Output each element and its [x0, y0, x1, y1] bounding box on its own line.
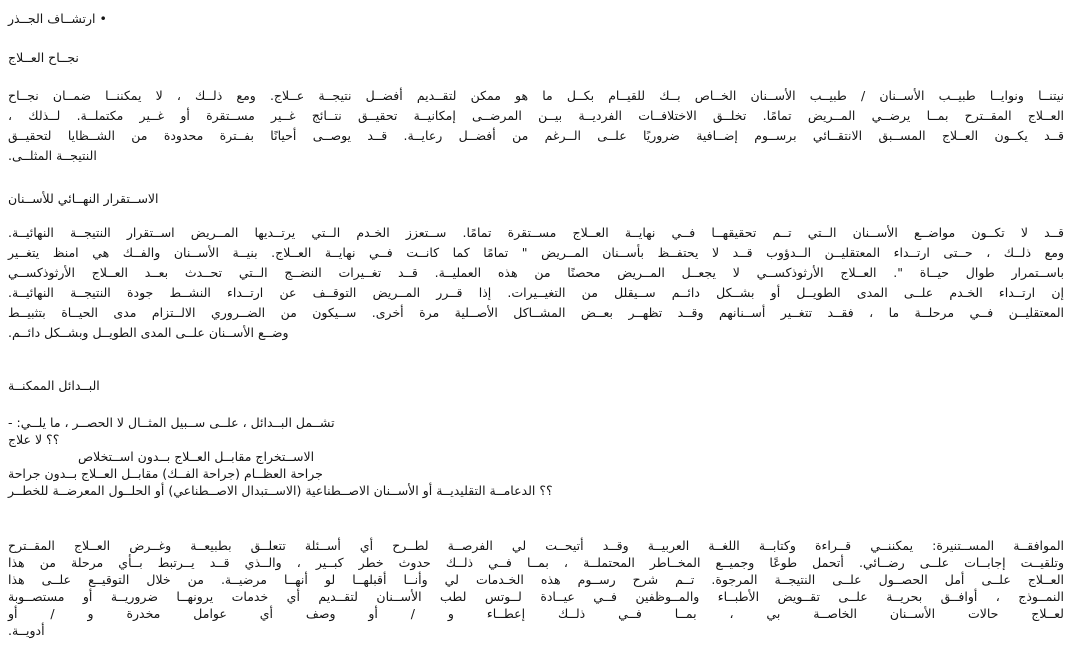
alternatives-list: [8, 414, 1064, 499]
treatment-success-paragraph: [8, 86, 1064, 166]
alternatives-list-item: الاســتخراج مقابــل العــلاج بــدون اســتخلاص: [78, 449, 315, 464]
final-stability-paragraph: [8, 223, 1064, 343]
informed-consent-paragraph: [8, 537, 1064, 639]
paragraph-line: العــلاج علــى أمل الحصــول علــى النتيجــة المرجوة. تــم شرح رســوم هذه الخـدمات لي وأنــا أقبلهــا لو أنهــا مرضيــة. من خلال التوقيــع علــى هذا: [8, 572, 1064, 587]
paragraph-line: إن ارتــداء الخـدم علــى المدى الطويــل أو بشــكل دائــم ســيقلل من التغيــيرات. إذا قــرر المــريض التوقــف عن ارتــداء النشــط جودة النتيجــة النهائيــة.: [8, 285, 1064, 300]
paragraph-line: وضــع الأســنان علــى المدى الطويــل وبشــكل دائــم.: [8, 325, 289, 340]
alternatives-list-item: تشــمل البــدائل ، علــى ســبيل المثــال لا الحصــر ، ما يلــي: -: [8, 415, 335, 430]
paragraph-line: النتيجــة المثلــى.: [8, 148, 97, 163]
alternatives-list-item: جراحة العظــام (جراحة الفــك) مقابــل العــلاج بــدون جراحة: [8, 466, 323, 481]
treatment-success-heading: نجــاح العــلاج: [8, 50, 79, 65]
root-resorption-item: • ارتشــاف الجــذر: [8, 11, 107, 26]
paragraph-line: العــلاج المقــترح بمــا يرضــي المــريض تمامًا. تخلــق الاختلافــات الفرديــة بيــن المرضــى إمكانيــة تحقيــق نتــائج غــير مســتقرة أو غــير مكتملــة. لــذلك ،: [8, 108, 1064, 123]
final-stability-heading: الاســتقرار النهــائي للأســنان: [8, 191, 159, 206]
paragraph-line: قــد لا تكــون مواضــع الأســنان الــتي تــم تحقيقهــا فــي نهايــة العــلاج مســتقرة تمامًا. ســتعزز الخـدم الــتي يرتــديها المــريض اســتقرار النتيجــة النهائيــة.: [8, 225, 1064, 240]
alternatives-list-item: ؟؟ الدعامــة التقليديــة أو الأســنان الاصــطناعية (الاســتبدال الاصــطناعي) أو الحلــول المعرضــة للخطــر: [8, 483, 553, 498]
paragraph-line: نيتنــا ونوايــا طبيــب الأســنان / طبيــب الأســنان الخــاص بــك للقيــام بكــل ما هو ممكن لتقــديم أفضــل نتيجــة عــلاج. ومع ذلــك ، لا يمكننــا ضمــان نجــاح: [8, 88, 1064, 103]
paragraph-line: قــد يكــون العــلاج المســبق الانتقــائي برســوم إضــافية ضروريًا علــى الــرغم من أفضــل رعايــة. قــد يوصــى أحيانًا بفــترة محدودة من الشــظايا لتحقيــق: [8, 128, 1064, 143]
paragraph-line: المعتقليــن فــي مرحلــة ما ، فقــد تتغــير أســنانهم وقــد تظهــر بعــض المشــاكل الأصــلية مرة أخرى. ســيكون من الضــروري الالــتزام مدى الحيــاة بتثبيــط: [8, 305, 1064, 320]
paragraph-line: النمــوذج ، أوافــق بحريــة علــى تقــويض الأطبــاء والمــوظفين فــي عيــادة لــوتس لطب الأســنان لتقــديم أي خدمات يرونهــا ضروريــة أو مستصــوبة: [8, 589, 1064, 604]
document-content: [8, 10, 1064, 639]
paragraph-line: ومع ذلــك ، حــتى ارتــداء المعتقليــن الــدؤوب قــد لا يحتفــظ بأســنان المــريض " تمامًا كما كانــت فــي نهايــة العــلاج. بنيــة الأســنان والفــك هي امنظ يتغــير: [8, 245, 1064, 260]
possible-alternatives-heading: البــدائل الممكنــة: [8, 378, 100, 393]
paragraph-line: الموافقــة المســتنيرة: يمكننــي قــراءة وكتابــة اللغــة العربيــة وقــد أتيحــت لي الفرصــة لطــرح أي أســئلة تتعلــق بطبيعــة وغــرض العــلاج المقــترح: [8, 538, 1064, 553]
paragraph-line: لعــلاج حالات الأســنان الخاصــة بي ، بمــا فــي ذلــك إعطــاء و / أو وصف أي عوامل مخدرة و / أو: [8, 606, 1064, 621]
alternatives-list-item: ؟؟ لا علاج: [8, 432, 60, 447]
paragraph-line: باســتمرار طوال حيــاة ". العــلاج الأرثوذكســي لا يجعــل المــريض محصنًا من هذه العمليــة. قــد تغــيرات النضــج الــتي تحــدث بعــد العــلاج الأرثوذكســي: [8, 265, 1064, 280]
paragraph-line: أدويــة.: [8, 623, 45, 638]
paragraph-line: وتلقيــت إجابــات علــى رضــائي. أتحمل طوعًا وجميــع المخــاطر المحتملــة ، بمــا فــي ذلــك حدوث خطر كبــير ، والــذي قــد يــرتبط بــأي مرحلة من هذا: [8, 555, 1064, 570]
